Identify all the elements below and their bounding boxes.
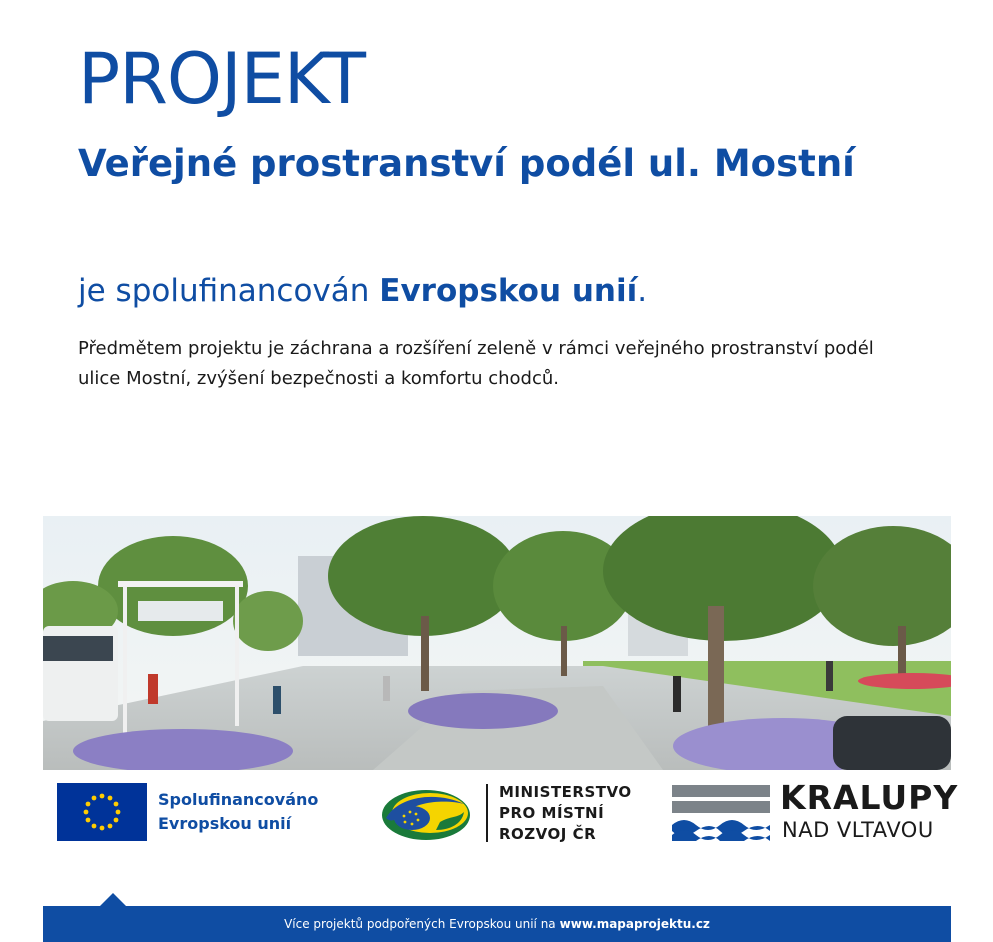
- cofinanced-eu: Evropskou unií: [379, 273, 638, 309]
- page-title: PROJEKT: [78, 38, 366, 120]
- eu-label-line2: Evropskou unií: [158, 814, 292, 833]
- project-name: Veřejné prostranství podél ul. Mostní: [78, 142, 855, 185]
- footer-text: Více projektů podpořených Evropskou unií na: [284, 917, 556, 931]
- project-description: Předmětem projektu je záchrana a rozšíření zeleně v rámci veřejného prostranství podél ulice Mostní, zvýšení bezpečnosti a komfortu chodců.: [78, 338, 874, 389]
- kralupy-logo-emblem: [672, 783, 772, 841]
- eu-cofinanced-label: [158, 788, 318, 836]
- cofinanced-suffix: .: [637, 273, 648, 309]
- mmr-divider: [486, 784, 488, 842]
- mmr-logo-emblem: [380, 786, 472, 842]
- cofinanced-prefix: je spolufinancován: [78, 273, 370, 309]
- mmr-label-line3: ROZVOJ ČR: [499, 825, 597, 843]
- footer-link[interactable]: www.mapaprojektu.cz: [559, 917, 710, 931]
- footer-bar: [43, 906, 951, 942]
- project-visualization-image: [43, 516, 951, 770]
- mmr-label: [499, 782, 632, 845]
- kralupy-name: KRALUPY: [780, 778, 959, 817]
- footer-notch: [99, 893, 127, 907]
- eu-flag-logo: [57, 783, 147, 841]
- kralupy-subtitle: NAD VLTAVOU: [782, 818, 934, 842]
- mmr-label-line1: MINISTERSTVO: [499, 783, 632, 801]
- eu-label-line1: Spolufinancováno: [158, 790, 319, 809]
- mmr-label-line2: PRO MÍSTNÍ: [499, 804, 605, 822]
- cofinanced-statement: [78, 271, 647, 311]
